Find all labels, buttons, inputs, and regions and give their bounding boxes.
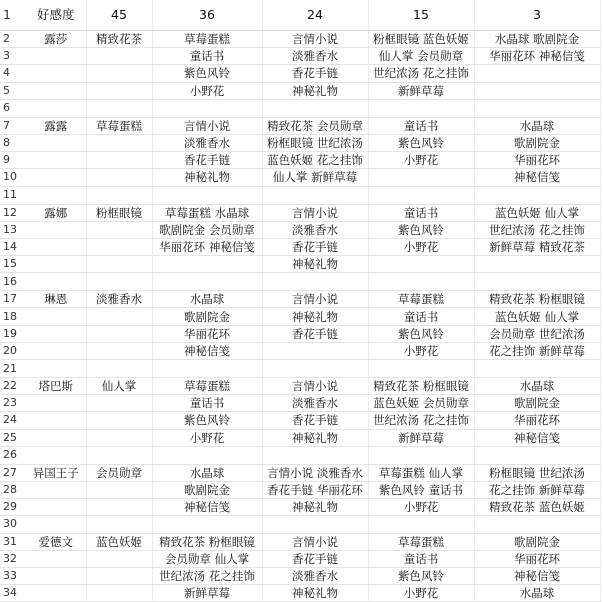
gift-15: 紫色风铃 童话书 bbox=[368, 481, 474, 498]
character-name bbox=[26, 169, 86, 186]
gift-45 bbox=[86, 516, 152, 533]
table-row bbox=[0, 412, 600, 429]
gift-15: 世纪浓汤 花之挂饰 bbox=[368, 412, 474, 429]
character-name bbox=[26, 256, 86, 273]
gift-3: 粉框眼镜 世纪浓汤 bbox=[474, 464, 600, 481]
gift-3: 世纪浓汤 花之挂饰 bbox=[474, 221, 600, 238]
row-number: 28 bbox=[0, 481, 26, 498]
gift-15: 小野花 bbox=[368, 152, 474, 169]
gift-15: 小野花 bbox=[368, 585, 474, 602]
row-number: 2 bbox=[0, 31, 26, 48]
gift-3 bbox=[474, 82, 600, 99]
empty-cell bbox=[86, 360, 152, 378]
character-name bbox=[26, 429, 86, 446]
table-row bbox=[0, 378, 600, 395]
gift-15: 新鲜草莓 bbox=[368, 82, 474, 99]
gift-24: 神秘礼物 bbox=[262, 308, 368, 325]
empty-cell bbox=[26, 360, 86, 378]
gift-36: 小野花 bbox=[152, 82, 262, 99]
table-row bbox=[0, 117, 600, 134]
gift-45 bbox=[86, 585, 152, 602]
character-name bbox=[26, 152, 86, 169]
table-row bbox=[0, 221, 600, 238]
gift-15: 蓝色妖姬 会员勋章 bbox=[368, 395, 474, 412]
gift-15: 小野花 bbox=[368, 499, 474, 516]
row-number: 16 bbox=[0, 273, 26, 291]
table-row bbox=[0, 429, 600, 446]
character-name bbox=[26, 585, 86, 602]
empty-cell bbox=[474, 273, 600, 291]
gift-45: 会员勋章 bbox=[86, 464, 152, 481]
gift-24: 神秘礼物 bbox=[262, 499, 368, 516]
gift-15 bbox=[368, 256, 474, 273]
row-number: 32 bbox=[0, 550, 26, 567]
character-name bbox=[26, 308, 86, 325]
character-name: 异国王子 bbox=[26, 464, 86, 481]
table-row bbox=[0, 204, 600, 221]
blank-row bbox=[0, 446, 600, 464]
empty-cell bbox=[368, 446, 474, 464]
gift-45 bbox=[86, 499, 152, 516]
gift-15: 紫色风铃 bbox=[368, 567, 474, 584]
character-name: 塔巴斯 bbox=[26, 378, 86, 395]
gift-36 bbox=[152, 516, 262, 533]
gift-24: 香花手链 bbox=[262, 550, 368, 567]
row-number: 12 bbox=[0, 204, 26, 221]
gift-15: 紫色风铃 bbox=[368, 134, 474, 151]
row-number: 25 bbox=[0, 429, 26, 446]
gift-36: 童话书 bbox=[152, 48, 262, 65]
gift-24: 香花手链 bbox=[262, 325, 368, 342]
gift-45 bbox=[86, 395, 152, 412]
empty-cell bbox=[368, 360, 474, 378]
empty-cell bbox=[152, 446, 262, 464]
character-name bbox=[26, 499, 86, 516]
gift-15: 仙人掌 会员勋章 bbox=[368, 48, 474, 65]
row-number: 30 bbox=[0, 516, 26, 533]
character-name bbox=[26, 481, 86, 498]
gift-24: 言情小说 bbox=[262, 291, 368, 308]
gift-24 bbox=[262, 516, 368, 533]
gift-36: 歌剧院金 会员勋章 bbox=[152, 221, 262, 238]
gift-45 bbox=[86, 567, 152, 584]
gift-3: 蓝色妖姬 仙人掌 bbox=[474, 204, 600, 221]
gift-3: 水晶球 歌剧院金 bbox=[474, 31, 600, 48]
empty-cell bbox=[474, 186, 600, 204]
row-number: 9 bbox=[0, 152, 26, 169]
gift-3: 华丽花环 bbox=[474, 412, 600, 429]
gift-24: 神秘礼物 bbox=[262, 82, 368, 99]
header-affinity: 好感度 bbox=[26, 0, 86, 31]
gift-36: 言情小说 bbox=[152, 117, 262, 134]
character-name bbox=[26, 395, 86, 412]
gift-45: 淡雅香水 bbox=[86, 291, 152, 308]
table-row bbox=[0, 65, 600, 82]
row-number: 14 bbox=[0, 238, 26, 255]
row-number: 11 bbox=[0, 186, 26, 204]
empty-cell bbox=[262, 360, 368, 378]
gift-24: 香花手链 华丽花环 bbox=[262, 481, 368, 498]
gift-3: 水晶球 bbox=[474, 585, 600, 602]
gift-36: 世纪浓汤 花之挂饰 bbox=[152, 567, 262, 584]
empty-cell bbox=[474, 446, 600, 464]
gift-45: 仙人掌 bbox=[86, 378, 152, 395]
table-row bbox=[0, 550, 600, 567]
gift-24: 神秘礼物 bbox=[262, 256, 368, 273]
empty-cell bbox=[152, 99, 262, 117]
empty-cell bbox=[262, 99, 368, 117]
blank-row bbox=[0, 186, 600, 204]
table-row bbox=[0, 567, 600, 584]
empty-cell bbox=[262, 273, 368, 291]
gift-24: 香花手链 bbox=[262, 238, 368, 255]
gift-24: 精致花茶 会员勋章 bbox=[262, 117, 368, 134]
table-row bbox=[0, 325, 600, 342]
gift-45: 蓝色妖姬 bbox=[86, 533, 152, 550]
gift-45 bbox=[86, 65, 152, 82]
gift-36: 会员勋章 仙人掌 bbox=[152, 550, 262, 567]
gift-45 bbox=[86, 429, 152, 446]
gift-3: 会员勋章 世纪浓汤 bbox=[474, 325, 600, 342]
gift-36: 歌剧院金 bbox=[152, 308, 262, 325]
table-row bbox=[0, 308, 600, 325]
character-name: 露莎 bbox=[26, 31, 86, 48]
blank-row bbox=[0, 360, 600, 378]
gift-45 bbox=[86, 256, 152, 273]
table-row bbox=[0, 82, 600, 99]
gift-36: 神秘礼物 bbox=[152, 169, 262, 186]
gift-24: 香花手链 bbox=[262, 65, 368, 82]
gift-24: 言情小说 bbox=[262, 31, 368, 48]
gift-3: 花之挂饰 新鲜草莓 bbox=[474, 481, 600, 498]
empty-cell bbox=[86, 99, 152, 117]
gift-45 bbox=[86, 221, 152, 238]
gift-45 bbox=[86, 325, 152, 342]
row-number: 23 bbox=[0, 395, 26, 412]
gift-3 bbox=[474, 256, 600, 273]
character-name bbox=[26, 342, 86, 359]
table-row bbox=[0, 238, 600, 255]
gift-15 bbox=[368, 516, 474, 533]
empty-cell bbox=[152, 273, 262, 291]
blank-row bbox=[0, 99, 600, 117]
gift-24: 神秘礼物 bbox=[262, 429, 368, 446]
empty-cell bbox=[368, 273, 474, 291]
gift-3: 蓝色妖姬 仙人掌 bbox=[474, 308, 600, 325]
gift-45 bbox=[86, 169, 152, 186]
row-number: 13 bbox=[0, 221, 26, 238]
gift-36: 水晶球 bbox=[152, 464, 262, 481]
gift-45 bbox=[86, 238, 152, 255]
gift-15 bbox=[368, 169, 474, 186]
table-row bbox=[0, 48, 600, 65]
row-number: 33 bbox=[0, 567, 26, 584]
gift-45 bbox=[86, 481, 152, 498]
gift-3: 精致花茶 粉框眼镜 bbox=[474, 291, 600, 308]
character-name: 琳恩 bbox=[26, 291, 86, 308]
table-row bbox=[0, 585, 600, 602]
character-name: 露露 bbox=[26, 117, 86, 134]
table-row bbox=[0, 499, 600, 516]
row-number: 24 bbox=[0, 412, 26, 429]
table-row bbox=[0, 516, 600, 533]
gift-36: 华丽花环 神秘信笺 bbox=[152, 238, 262, 255]
gift-36: 神秘信笺 bbox=[152, 342, 262, 359]
gift-3: 新鲜草莓 精致花茶 bbox=[474, 238, 600, 255]
gift-36: 香花手链 bbox=[152, 152, 262, 169]
gift-24: 神秘礼物 bbox=[262, 585, 368, 602]
row-number: 29 bbox=[0, 499, 26, 516]
character-name: 爱德文 bbox=[26, 533, 86, 550]
table-row bbox=[0, 31, 600, 48]
gift-15: 新鲜草莓 bbox=[368, 429, 474, 446]
gift-3: 水晶球 bbox=[474, 117, 600, 134]
gift-36: 神秘信笺 bbox=[152, 499, 262, 516]
character-name bbox=[26, 550, 86, 567]
gift-15: 草莓蛋糕 仙人掌 bbox=[368, 464, 474, 481]
gift-45: 草莓蛋糕 bbox=[86, 117, 152, 134]
gift-15: 紫色风铃 bbox=[368, 325, 474, 342]
gift-15: 紫色风铃 bbox=[368, 221, 474, 238]
gift-45: 精致花茶 bbox=[86, 31, 152, 48]
gift-15: 童话书 bbox=[368, 117, 474, 134]
character-name bbox=[26, 238, 86, 255]
gift-3: 神秘信笺 bbox=[474, 429, 600, 446]
empty-cell bbox=[86, 186, 152, 204]
gift-3: 歌剧院金 bbox=[474, 134, 600, 151]
empty-cell bbox=[26, 186, 86, 204]
gift-45 bbox=[86, 308, 152, 325]
blank-row bbox=[0, 273, 600, 291]
empty-cell bbox=[26, 99, 86, 117]
header-15: 15 bbox=[368, 0, 474, 31]
header-row bbox=[0, 0, 600, 31]
table-row bbox=[0, 291, 600, 308]
header-45: 45 bbox=[86, 0, 152, 31]
table-row bbox=[0, 533, 600, 550]
row-number: 19 bbox=[0, 325, 26, 342]
row-number: 1 bbox=[0, 0, 26, 31]
gift-45 bbox=[86, 82, 152, 99]
gift-36: 新鲜草莓 bbox=[152, 585, 262, 602]
gift-15: 世纪浓汤 花之挂饰 bbox=[368, 65, 474, 82]
gift-36 bbox=[152, 256, 262, 273]
gift-45 bbox=[86, 48, 152, 65]
character-name bbox=[26, 48, 86, 65]
row-number: 15 bbox=[0, 256, 26, 273]
gift-45 bbox=[86, 134, 152, 151]
gift-45 bbox=[86, 412, 152, 429]
empty-cell bbox=[262, 186, 368, 204]
row-number: 3 bbox=[0, 48, 26, 65]
table-row bbox=[0, 256, 600, 273]
row-number: 31 bbox=[0, 533, 26, 550]
character-name: 露娜 bbox=[26, 204, 86, 221]
gift-24: 香花手链 bbox=[262, 412, 368, 429]
gift-3: 精致花茶 蓝色妖姬 bbox=[474, 499, 600, 516]
gift-15: 童话书 bbox=[368, 204, 474, 221]
table-row bbox=[0, 481, 600, 498]
gift-3: 水晶球 bbox=[474, 378, 600, 395]
character-name bbox=[26, 134, 86, 151]
row-number: 18 bbox=[0, 308, 26, 325]
empty-cell bbox=[152, 186, 262, 204]
gift-24: 粉框眼镜 世纪浓汤 bbox=[262, 134, 368, 151]
header-24: 24 bbox=[262, 0, 368, 31]
empty-cell bbox=[86, 273, 152, 291]
gift-36: 童话书 bbox=[152, 395, 262, 412]
character-name bbox=[26, 65, 86, 82]
gift-3: 花之挂饰 新鲜草莓 bbox=[474, 342, 600, 359]
gift-15: 小野花 bbox=[368, 342, 474, 359]
table-row bbox=[0, 395, 600, 412]
row-number: 6 bbox=[0, 99, 26, 117]
gift-24: 言情小说 bbox=[262, 533, 368, 550]
gift-24: 淡雅香水 bbox=[262, 395, 368, 412]
character-name bbox=[26, 325, 86, 342]
gift-36: 草莓蛋糕 水晶球 bbox=[152, 204, 262, 221]
table-row bbox=[0, 342, 600, 359]
empty-cell bbox=[86, 446, 152, 464]
gift-45 bbox=[86, 550, 152, 567]
gift-36: 小野花 bbox=[152, 429, 262, 446]
empty-cell bbox=[152, 360, 262, 378]
gift-45: 粉框眼镜 bbox=[86, 204, 152, 221]
gift-36: 草莓蛋糕 bbox=[152, 31, 262, 48]
gift-36: 紫色风铃 bbox=[152, 65, 262, 82]
row-number: 17 bbox=[0, 291, 26, 308]
row-number: 7 bbox=[0, 117, 26, 134]
gift-3: 歌剧院金 bbox=[474, 533, 600, 550]
gift-36: 草莓蛋糕 bbox=[152, 378, 262, 395]
character-name bbox=[26, 567, 86, 584]
gift-36: 紫色风铃 bbox=[152, 412, 262, 429]
gift-24: 言情小说 淡雅香水 bbox=[262, 464, 368, 481]
gift-3: 华丽花环 神秘信笺 bbox=[474, 48, 600, 65]
row-number: 20 bbox=[0, 342, 26, 359]
gift-15: 精致花茶 粉框眼镜 bbox=[368, 378, 474, 395]
row-number: 27 bbox=[0, 464, 26, 481]
row-number: 26 bbox=[0, 446, 26, 464]
gift-15: 童话书 bbox=[368, 550, 474, 567]
gift-36: 水晶球 bbox=[152, 291, 262, 308]
gift-24: 言情小说 bbox=[262, 378, 368, 395]
empty-cell bbox=[262, 446, 368, 464]
gift-15: 小野花 bbox=[368, 238, 474, 255]
gift-36: 华丽花环 bbox=[152, 325, 262, 342]
gift-36: 精致花茶 粉框眼镜 bbox=[152, 533, 262, 550]
header-36: 36 bbox=[152, 0, 262, 31]
empty-cell bbox=[474, 99, 600, 117]
row-number: 5 bbox=[0, 82, 26, 99]
character-name bbox=[26, 82, 86, 99]
character-name bbox=[26, 221, 86, 238]
gift-15: 粉框眼镜 蓝色妖姬 bbox=[368, 31, 474, 48]
gift-36: 歌剧院金 bbox=[152, 481, 262, 498]
row-number: 8 bbox=[0, 134, 26, 151]
gift-3: 神秘信笺 bbox=[474, 169, 600, 186]
empty-cell bbox=[368, 186, 474, 204]
gift-24: 淡雅香水 bbox=[262, 221, 368, 238]
gift-24: 淡雅香水 bbox=[262, 48, 368, 65]
table-row bbox=[0, 134, 600, 151]
empty-cell bbox=[368, 99, 474, 117]
row-number: 21 bbox=[0, 360, 26, 378]
gift-24: 言情小说 bbox=[262, 204, 368, 221]
empty-cell bbox=[474, 360, 600, 378]
gift-36: 淡雅香水 bbox=[152, 134, 262, 151]
gift-3 bbox=[474, 516, 600, 533]
character-name bbox=[26, 516, 86, 533]
gift-3: 华丽花环 bbox=[474, 550, 600, 567]
gift-24: 淡雅香水 bbox=[262, 567, 368, 584]
row-number: 34 bbox=[0, 585, 26, 602]
gift-24: 蓝色妖姬 花之挂饰 bbox=[262, 152, 368, 169]
gift-3: 歌剧院金 bbox=[474, 395, 600, 412]
gift-45 bbox=[86, 342, 152, 359]
gift-45 bbox=[86, 152, 152, 169]
gift-3: 神秘信笺 bbox=[474, 567, 600, 584]
gift-3 bbox=[474, 65, 600, 82]
gift-3: 华丽花环 bbox=[474, 152, 600, 169]
gift-24: 仙人掌 新鲜草莓 bbox=[262, 169, 368, 186]
character-name bbox=[26, 412, 86, 429]
gift-15: 草莓蛋糕 bbox=[368, 533, 474, 550]
gift-24 bbox=[262, 342, 368, 359]
row-number: 10 bbox=[0, 169, 26, 186]
empty-cell bbox=[26, 446, 86, 464]
table-row bbox=[0, 464, 600, 481]
row-number: 22 bbox=[0, 378, 26, 395]
gift-15: 草莓蛋糕 bbox=[368, 291, 474, 308]
gift-15: 童话书 bbox=[368, 308, 474, 325]
table-row bbox=[0, 152, 600, 169]
row-number: 4 bbox=[0, 65, 26, 82]
empty-cell bbox=[26, 273, 86, 291]
table-row bbox=[0, 169, 600, 186]
header-3: 3 bbox=[474, 0, 600, 31]
